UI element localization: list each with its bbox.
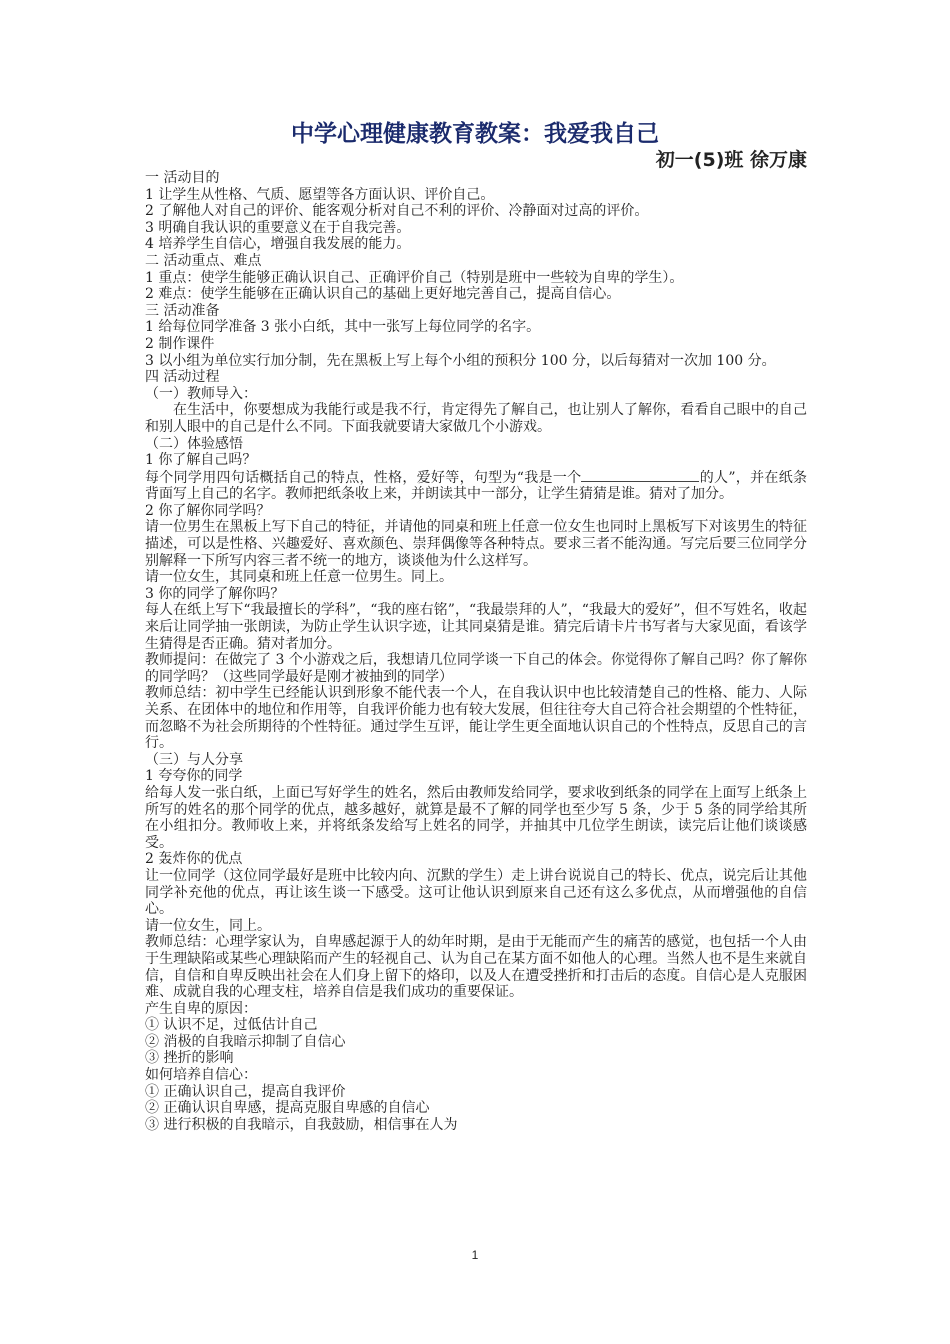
fill-in-blank: [581, 469, 699, 482]
list-item: 2 制作课件: [145, 335, 215, 352]
list-item: 3 明确自我认识的重要意义在于自我完善。: [145, 219, 411, 236]
document-body: [145, 170, 807, 1133]
list-item: 1 重点：使学生能够正确认识自己、正确评价自己（特别是班中一些较为自卑的学生）。: [145, 269, 684, 286]
paragraph-text-post: 的人”，并在纸条背面写上自己的名字。教师把纸条收上来，并朗读其中一部分，让学生猜猜是谁。猜对了加分。: [145, 469, 807, 503]
list-item: ① 正确认识自己，提高自我评价: [145, 1083, 346, 1100]
list-item: 4 培养学生自信心，增强自我发展的能力。: [145, 236, 411, 253]
paragraph: 请一位男生在黑板上写下自己的特征，并请他的同桌和班上任意一位女生也同时上黑板写下对该男生的特征描述，可以是性格、兴趣爱好、喜欢颜色、崇拜偶像等各种特点。要求三者不能沟通。写完后要三位同学分别解释一下所写内容三者不统一的地方，谈谈他为什么这样写。: [145, 519, 807, 569]
section-heading: 四 活动过程: [145, 369, 220, 386]
list-item: ③ 进行积极的自我暗示，自我鼓励，相信事在人为: [145, 1116, 458, 1133]
paragraph-text-pre: 每个同学用四句话概括自己的特点，性格，爱好等，句型为“我是一个: [145, 469, 582, 486]
paragraph: 给每人发一张白纸，上面已写好学生的姓名，然后由教师发给同学，要求收到纸条的同学在上面写上纸条上所写的姓名的那个同学的优点，越多越好，就算是最不了解的同学也至少写 5 条，少于 5 条的同学给其所在小组扣分。教师收上来，并将纸条发给写上姓名的同学，并抽其中几位学生朗读，读完后让他们谈谈感受。: [145, 784, 807, 851]
list-item: 3 你的同学了解你吗？: [145, 585, 285, 602]
list-item: ② 消极的自我暗示抑制了自信心: [145, 1033, 346, 1050]
section-heading: 一 活动目的: [145, 170, 220, 186]
paragraph: 让一位同学（这位同学最好是班中比较内向、沉默的学生）走上讲台说说自己的特长、优点，说完后让其他同学补充他的优点，再让该生谈一下感受。这可让他认识到原来自己还有这么多优点，从而增强他的自信心。: [145, 867, 807, 918]
list-item: 1 夸夸你的同学: [145, 768, 243, 785]
subsection-heading: （一）教师导入：: [145, 385, 257, 402]
list-item: ② 正确认识自卑感，提高克服自卑感的自信心: [145, 1100, 430, 1117]
paragraph: 请一位女生，其同桌和班上任意一位男生。同上。: [145, 569, 453, 586]
list-item: ① 认识不足，过低估计自己: [145, 1017, 318, 1034]
subsection-heading: （三）与人分享: [145, 751, 243, 768]
subsection-heading: （二）体验感悟: [145, 435, 243, 452]
list-item: 2 轰炸你的优点: [145, 851, 243, 868]
paragraph: 教师总结：心理学家认为，自卑感起源于人的幼年时期，是由于无能而产生的痛苦的感觉，也包括一个人由于生理缺陷或某些心理缺陷而产生的轻视自己、认为自己在某方面不如他人的心理。当然人也不是生来就自信，自信和自卑反映出社会在人们身上留下的烙印，以及人在遭受挫折和打击后的态度。自信心是人克服困难、成就自我的心理支柱，培养自信是我们成功的重要保证。: [145, 934, 807, 1001]
paragraph: 在生活中，你要想成为我能行或是我不行，肯定得先了解自己，也让别人了解你，看看自己眼中的自己和别人眼中的自己是什么不同。下面我就要请大家做几个小游戏。: [145, 402, 807, 435]
list-item: 3 以小组为单位实行加分制，先在黑板上写上每个小组的预积分 100 分，以后每猜对一次加 100 分。: [145, 352, 776, 369]
paragraph: 教师提问：在做完了 3 个小游戏之后，我想请几位同学谈一下自己的体会。你觉得你了解自己吗？你了解你的同学吗？（这些同学最好是刚才被抽到的同学）: [145, 652, 807, 685]
paragraph: [145, 469, 807, 503]
list-item: 2 了解他人对自己的评价、能客观分析对自己不利的评价、冷静面对过高的评价。: [145, 203, 649, 220]
section-heading: 二 活动重点、难点: [145, 252, 262, 269]
list-item: 2 难点：使学生能够在正确认识自己的基础上更好地完善自己，提高自信心。: [145, 286, 621, 303]
list-heading: 产生自卑的原因：: [145, 1000, 257, 1017]
section-heading: 三 活动准备: [145, 302, 220, 319]
list-item: 1 让学生从性格、气质、愿望等各方面认识、评价自己。: [145, 186, 495, 203]
list-item: ③ 挫折的影响: [145, 1050, 234, 1067]
paragraph: 请一位女生，同上。: [145, 917, 271, 934]
list-item: 2 你了解你同学吗？: [145, 502, 271, 519]
paragraph: 教师总结：初中学生已经能认识到形象不能代表一个人，在自我认识中也比较清楚自己的性格、能力、人际关系、在团体中的地位和作用等，自我评价能力也有较大发展，但往往夸大自己符合社会期望的个性特征，而忽略不为社会所期待的个性特征。通过学生互评，能让学生更全面地认识自己的个性特点，反思自己的言行。: [145, 685, 807, 752]
paragraph: 每人在纸上写下“我最擅长的学科”，“我的座右铭”，“我最崇拜的人”，“我最大的爱好”，但不写姓名，收起来后让同学抽一张朗读，为防止学生认识字迹，让其同桌猜是谁。猜完后请卡片书写者与大家见面，看该学生猜得是否正确。猜对者加分。: [145, 602, 807, 652]
page-number: 1: [471, 1248, 479, 1262]
list-item: 1 给每位同学准备 3 张小白纸，其中一张写上每位同学的名字。: [145, 319, 541, 336]
author-line: 初一(5)班 徐万康: [655, 149, 807, 171]
list-heading: 如何培养自信心：: [145, 1067, 257, 1084]
list-item: 1 你了解自己吗？: [145, 452, 257, 469]
page-title: 中学心理健康教育教案：我爱我自己: [291, 121, 659, 147]
